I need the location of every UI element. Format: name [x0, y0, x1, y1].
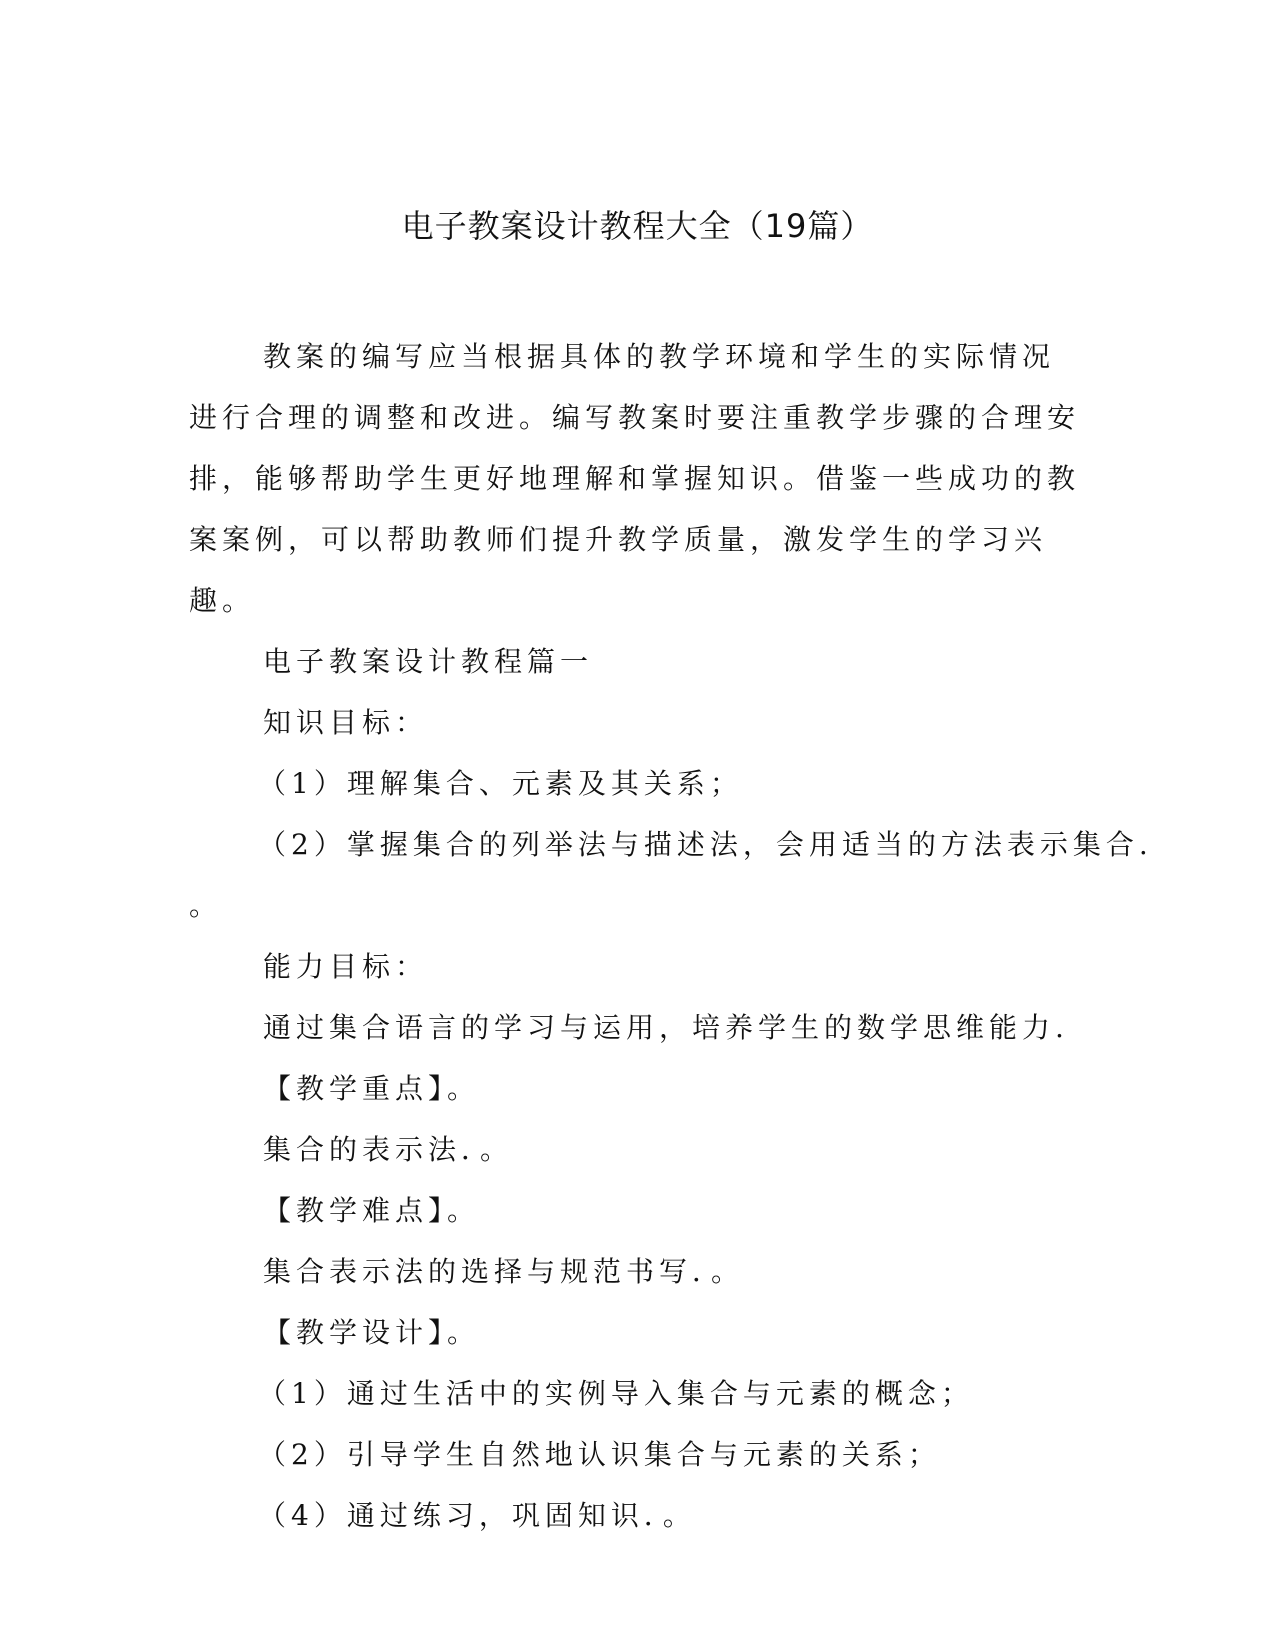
- design-step: （4）通过练习，巩固知识．。: [258, 1499, 696, 1532]
- knowledge-goal-item: （2）掌握集合的列举法与描述法，会用适当的方法表示集合.: [258, 828, 1153, 861]
- key-point-text: 集合的表示法．。: [263, 1133, 514, 1166]
- orphan-punctuation: 。: [189, 889, 223, 922]
- document-title: 电子教案设计教程大全（19篇）: [401, 207, 874, 245]
- ability-goal-text: 通过集合语言的学习与运用，培养学生的数学思维能力.: [263, 1011, 1069, 1044]
- design-step: （1）通过生活中的实例导入集合与元素的概念；: [258, 1377, 974, 1410]
- section-heading: 电子教案设计教程篇一: [263, 645, 594, 678]
- key-point-label: 【教学重点】。: [263, 1072, 481, 1105]
- design-step: （2）引导学生自然地认识集合与元素的关系；: [258, 1438, 941, 1471]
- ability-goal-label: 能力目标：: [263, 950, 429, 983]
- difficulty-text: 集合表示法的选择与规范书写．。: [263, 1255, 745, 1288]
- knowledge-goal-label: 知识目标：: [263, 706, 429, 739]
- document-body: [189, 326, 1153, 1546]
- difficulty-label: 【教学难点】。: [263, 1194, 481, 1227]
- knowledge-goal-item: （1）理解集合、元素及其关系；: [258, 767, 743, 800]
- design-label: 【教学设计】。: [263, 1316, 481, 1349]
- intro-paragraph: 教案的编写应当根据具体的教学环境和学生的实际情况进行合理的调整和改进。编写教案时要注重教学步骤的合理安排，能够帮助学生更好地理解和掌握知识。借鉴一些成功的教案案例，可以帮助教师们提升教学质量，激发学生的学习兴趣。: [189, 340, 1081, 617]
